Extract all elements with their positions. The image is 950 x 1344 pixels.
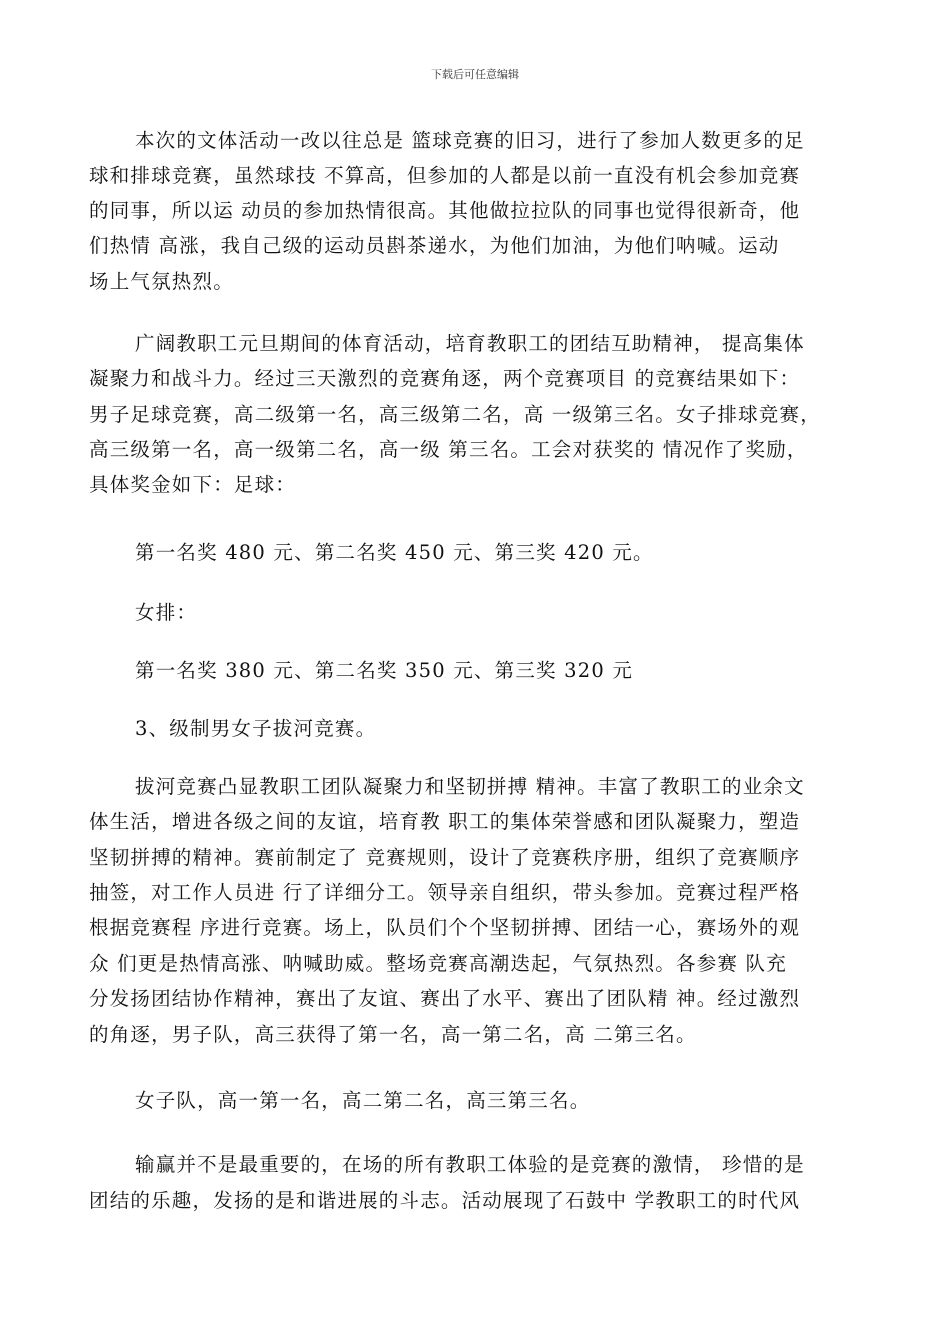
text-line: 高三级第一名，高一级第二名，高一级 第三名。工会对获奖的 情况作了奖励， <box>89 438 808 461</box>
text-line: 第一名奖 480 元、第二名奖 450 元、第三奖 420 元。 <box>135 541 654 564</box>
text-line: 的角逐，男子队，高三获得了第一名，高一第二名，高 二第三名。 <box>89 1023 697 1046</box>
text-line: 体生活，增进各级之间的友谊，培育教 职工的集体荣誉感和团队凝聚力，塑造 <box>89 810 801 833</box>
text-line: 球和排球竞赛，虽然球技 不算高，但参加的人都是以前一直没有机会参加竞赛 <box>89 164 801 187</box>
text-line: 第一名奖 380 元、第二名奖 350 元、第三奖 320 元 <box>135 659 634 682</box>
text-line: 男子足球竞赛，高二级第一名，高三级第二名，高 一级第三名。女子排球竞赛， <box>89 403 821 426</box>
text-line: 们热情 高涨，我自己级的运动员斟茶递水，为他们加油，为他们呐喊。运动 <box>89 234 780 257</box>
text-line: 输赢并不是最重要的，在场的所有教职工体验的是竞赛的激情， 珍惜的是 <box>135 1153 805 1176</box>
text-line: 广阔教职工元旦期间的体育活动，培育教职工的团结互助精神， 提高集体 <box>135 332 805 355</box>
text-line: 本次的文体活动一改以往总是 篮球竞赛的旧习，进行了参加人数更多的足 <box>135 129 805 152</box>
text-line: 女排： <box>135 601 198 624</box>
text-line: 拔河竞赛凸显教职工团队凝聚力和坚韧拼搏 精神。丰富了教职工的业余文 <box>135 775 805 798</box>
text-line: 众 们更是热情高涨、呐喊助威。整场竞赛高潮迭起，气氛热烈。各参赛 队充 <box>89 952 787 975</box>
page-header: 下载后可任意编辑 <box>431 68 519 81</box>
text-line: 抽签，对工作人员进 行了详细分工。领导亲自组织，带头参加。竞赛过程严格 <box>89 881 801 904</box>
text-line: 坚韧拼搏的精神。赛前制定了 竞赛规则，设计了竞赛秩序册，组织了竞赛顺序 <box>89 846 801 869</box>
text-line: 女子队，高一第一名，高二第二名，高三第三名。 <box>135 1089 591 1112</box>
text-line: 3、级制男女子拔河竞赛。 <box>135 717 377 740</box>
text-line: 分发扬团结协作精神，赛出了友谊、赛出了水平、赛出了团队精 神。经过激烈 <box>89 987 801 1010</box>
text-line: 团结的乐趣，发扬的是和谐进展的斗志。活动展现了石鼓中 学教职工的时代风 <box>89 1189 801 1212</box>
text-line: 的同事，所以运 动员的参加热情很高。其他做拉拉队的同事也觉得很新奇，他 <box>89 199 801 222</box>
text-line: 凝聚力和战斗力。经过三天激烈的竞赛角逐，两个竞赛项目 的竞赛结果如下： <box>89 367 801 390</box>
text-line: 具体奖金如下：足球： <box>89 473 297 496</box>
text-line: 根据竞赛程 序进行竞赛。场上，队员们个个坚韧拼搏、团结一心，赛场外的观 <box>89 916 801 939</box>
text-line: 场上气氛热烈。 <box>89 270 234 293</box>
